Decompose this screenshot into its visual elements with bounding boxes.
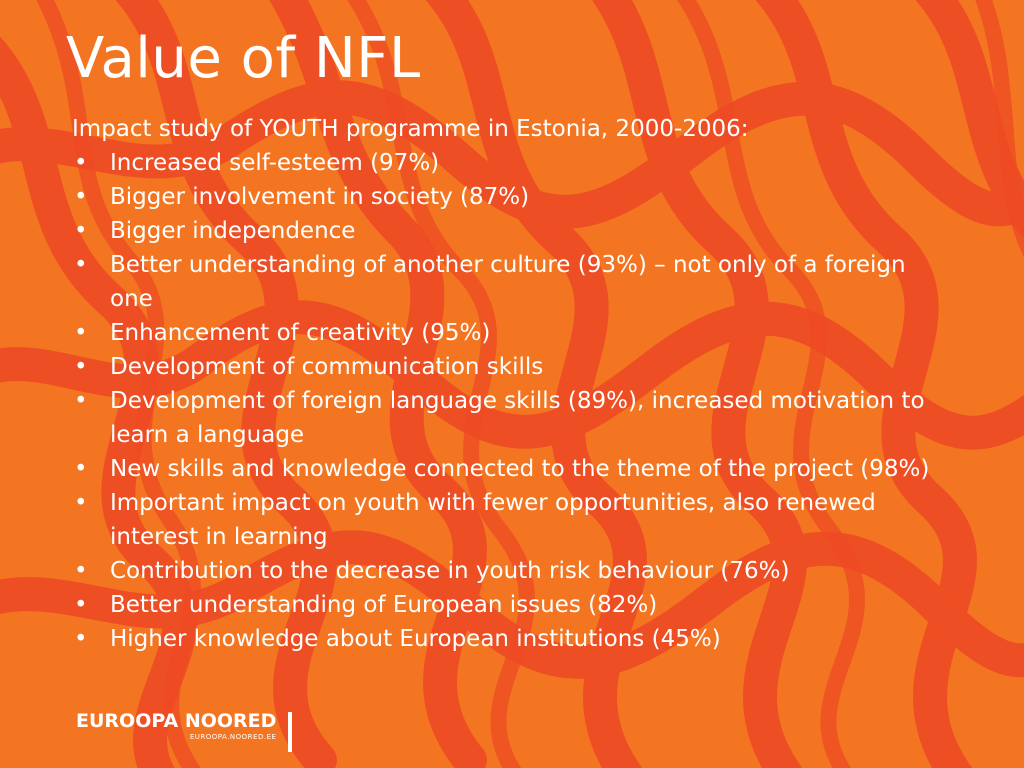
bullet-icon: • [74,252,88,278]
bullet-icon: • [74,626,88,652]
list-item-text: Higher knowledge about European institutions (45%) [110,626,721,652]
slide-title: Value of NFL [66,26,421,91]
list-item [72,622,952,656]
list-item-text: Important impact on youth with fewer opportunities, also renewed interest in learning [110,490,876,550]
euroopa-noored-logo [76,710,292,752]
bullet-icon: • [74,490,88,516]
list-item-text: Bigger independence [110,218,356,244]
list-item [72,248,952,316]
list-item-text: Bigger involvement in society (87%) [110,184,530,210]
bullet-icon: • [74,150,88,176]
list-item-text: Enhancement of creativity (95%) [110,320,491,346]
bullet-icon: • [74,218,88,244]
list-item [72,180,952,214]
logo-url: EUROOPA.NOORED.EE [189,733,277,741]
list-item-text: Increased self-esteem (97%) [110,150,440,176]
list-item [72,588,952,622]
bullet-icon: • [74,354,88,380]
list-item-text: Development of foreign language skills (89%), increased motivation to learn a language [110,388,925,448]
list-item [72,316,952,350]
list-item [72,554,952,588]
bullet-icon: • [74,320,88,346]
list-item-text: Contribution to the decrease in youth risk behaviour (76%) [110,558,790,584]
intro-text: Impact study of YOUTH programme in Estonia, 2000-2006: [72,116,749,142]
logo-name: EUROOPA NOORED [76,710,277,732]
bullet-icon: • [74,456,88,482]
logo-text-block [76,710,276,741]
list-item [72,350,952,384]
list-item [72,214,952,248]
list-item-text: Better understanding of another culture (93%) – not only of a foreign one [110,252,906,312]
bullet-icon: • [74,388,88,414]
list-item [72,452,952,486]
bullet-icon: • [74,592,88,618]
list-item [72,486,952,554]
impact-list [72,146,952,656]
list-item-text: Development of communication skills [110,354,544,380]
list-item [72,384,952,452]
bullet-icon: • [74,558,88,584]
logo-bar-icon [288,712,292,752]
list-item-text: New skills and knowledge connected to the theme of the project (98%) [110,456,930,482]
list-item-text: Better understanding of European issues (82%) [110,592,658,618]
bullet-icon: • [74,184,88,210]
list-item [72,146,952,180]
